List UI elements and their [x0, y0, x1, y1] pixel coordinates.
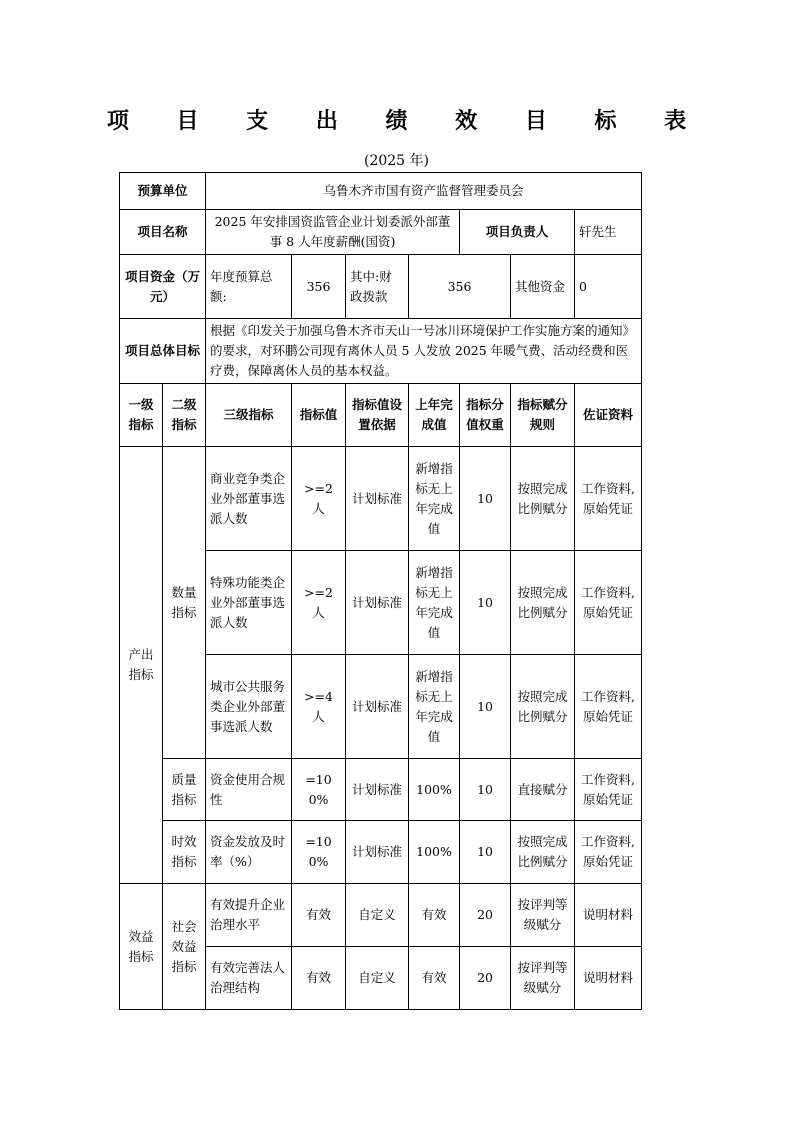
column-header: 指标分值权重 — [460, 384, 511, 447]
indicator-value: >=4 人 — [292, 655, 346, 759]
indicator-name: 有效完善法人治理结构 — [206, 947, 292, 1010]
level2-social-benefit: 社会效益指标 — [163, 884, 206, 1010]
fiscal-allocation-label: 其中:财政拨款 — [346, 255, 409, 319]
level1-benefit: 效益指标 — [120, 884, 163, 1010]
project-name-value: 2025 年安排国资监管企业计划委派外部董事 8 人年度薪酬(国资) — [206, 210, 460, 255]
evidence: 说明材料 — [575, 947, 642, 1010]
funds-label: 项目资金（万元） — [120, 255, 206, 319]
evidence: 工作资料,原始凭证 — [575, 447, 642, 551]
evidence: 说明材料 — [575, 884, 642, 947]
indicator-value: 有效 — [292, 884, 346, 947]
level2-quantity: 数量指标 — [163, 447, 206, 759]
project-leader-value: 轩先生 — [575, 210, 642, 255]
indicator-name: 有效提升企业治理水平 — [206, 884, 292, 947]
budget-unit-row — [120, 173, 642, 210]
budget-unit-label: 预算单位 — [120, 173, 206, 210]
indicator-weight: 10 — [460, 821, 511, 884]
annual-budget-value: 356 — [292, 255, 346, 319]
indicator-value: 有效 — [292, 947, 346, 1010]
level1-output: 产出指标 — [120, 447, 163, 884]
evidence: 工作资料,原始凭证 — [575, 821, 642, 884]
table-row — [120, 821, 642, 884]
indicator-basis: 计划标准 — [346, 655, 409, 759]
indicator-weight: 10 — [460, 447, 511, 551]
indicator-name: 资金发放及时率（%） — [206, 821, 292, 884]
column-header-row — [120, 384, 642, 447]
last-year-value: 100% — [409, 759, 460, 821]
performance-goal-table — [119, 172, 642, 1010]
indicator-value: >=2 人 — [292, 447, 346, 551]
evidence: 工作资料,原始凭证 — [575, 655, 642, 759]
evidence: 工作资料,原始凭证 — [575, 759, 642, 821]
column-header: 三级指标 — [206, 384, 292, 447]
indicator-value: >=2 人 — [292, 551, 346, 655]
indicator-basis: 自定义 — [346, 947, 409, 1010]
project-funds-row — [120, 255, 642, 319]
column-header: 二级指标 — [163, 384, 206, 447]
last-year-value: 有效 — [409, 947, 460, 1010]
other-funds-label: 其他资金 — [511, 255, 575, 319]
scoring-rule: 按照完成比例赋分 — [511, 655, 575, 759]
indicator-value: =100% — [292, 759, 346, 821]
evidence: 工作资料,原始凭证 — [575, 551, 642, 655]
scoring-rule: 按评判等级赋分 — [511, 884, 575, 947]
last-year-value: 新增指标无上年完成值 — [409, 551, 460, 655]
column-header: 上年完成值 — [409, 384, 460, 447]
indicator-weight: 10 — [460, 655, 511, 759]
overall-goal-row — [120, 319, 642, 384]
scoring-rule: 按照完成比例赋分 — [511, 821, 575, 884]
indicator-weight: 20 — [460, 947, 511, 1010]
indicator-basis: 计划标准 — [346, 447, 409, 551]
last-year-value: 100% — [409, 821, 460, 884]
last-year-value: 新增指标无上年完成值 — [409, 447, 460, 551]
indicator-weight: 10 — [460, 759, 511, 821]
column-header: 指标值设置依据 — [346, 384, 409, 447]
document-year: (2025 年) — [363, 153, 429, 169]
indicator-name: 资金使用合规性 — [206, 759, 292, 821]
overall-goal-value: 根据《印发关于加强乌鲁木齐市天山一号冰川环境保护工作实施方案的通知》的要求，对环鹏公司现有离休人员 5 人发放 2025 年暖气费、活动经费和医疗费，保障离休人员的基本权益。 — [206, 319, 642, 384]
scoring-rule: 直接赋分 — [511, 759, 575, 821]
level2-quality: 质量指标 — [163, 759, 206, 821]
last-year-value: 有效 — [409, 884, 460, 947]
fiscal-allocation-value: 356 — [409, 255, 511, 319]
table-row — [120, 447, 642, 551]
column-header: 佐证资料 — [575, 384, 642, 447]
indicator-basis: 自定义 — [346, 884, 409, 947]
column-header: 一级指标 — [120, 384, 163, 447]
project-leader-label: 项目负责人 — [460, 210, 575, 255]
column-header: 指标赋分规则 — [511, 384, 575, 447]
last-year-value: 新增指标无上年完成值 — [409, 655, 460, 759]
indicator-basis: 计划标准 — [346, 821, 409, 884]
indicator-value: =100% — [292, 821, 346, 884]
table-row — [120, 759, 642, 821]
annual-budget-label: 年度预算总额: — [206, 255, 292, 319]
project-name-row — [120, 210, 642, 255]
scoring-rule: 按照完成比例赋分 — [511, 447, 575, 551]
indicator-name: 城市公共服务类企业外部董事选派人数 — [206, 655, 292, 759]
project-name-label: 项目名称 — [120, 210, 206, 255]
indicator-basis: 计划标准 — [346, 759, 409, 821]
indicator-weight: 10 — [460, 551, 511, 655]
budget-unit-value: 乌鲁木齐市国有资产监督管理委员会 — [206, 173, 642, 210]
overall-goal-label: 项目总体目标 — [120, 319, 206, 384]
indicator-name: 商业竞争类企业外部董事选派人数 — [206, 447, 292, 551]
indicator-name: 特殊功能类企业外部董事选派人数 — [206, 551, 292, 655]
scoring-rule: 按照完成比例赋分 — [511, 551, 575, 655]
other-funds-value: 0 — [575, 255, 642, 319]
scoring-rule: 按评判等级赋分 — [511, 947, 575, 1010]
indicator-basis: 计划标准 — [346, 551, 409, 655]
document-title: 项 目 支 出 绩 效 目 标 表 — [106, 108, 707, 134]
column-header: 指标值 — [292, 384, 346, 447]
table-row — [120, 884, 642, 947]
indicator-weight: 20 — [460, 884, 511, 947]
level2-timeliness: 时效指标 — [163, 821, 206, 884]
